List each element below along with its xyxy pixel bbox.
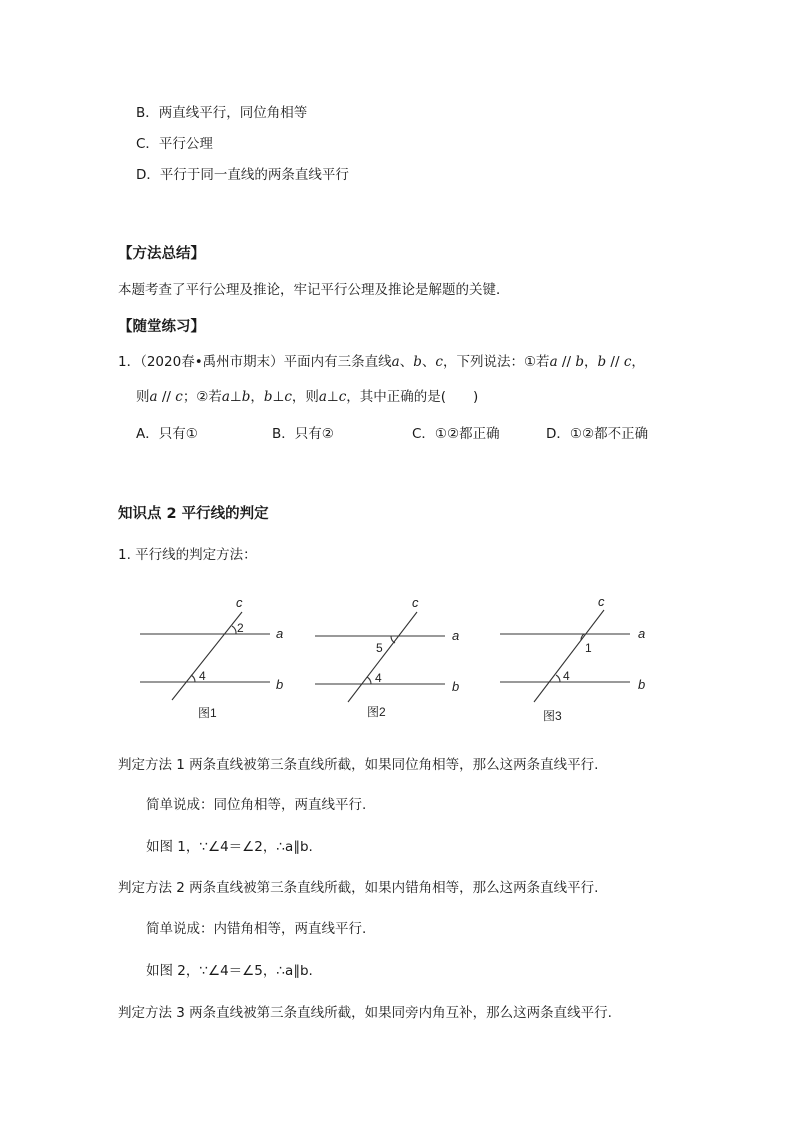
q1-par2: // [606,354,624,370]
fig1-label-a: a [276,626,284,641]
fig1-angle-bottom: 4 [199,669,206,683]
fig3-angle-top: 1 [585,641,592,655]
fig3-label-a: a [638,626,646,641]
q1-comma1: ， [583,354,598,370]
choice-a: A．只有① [136,426,198,442]
q1-p1b: b [241,389,251,405]
fig2-label-a: a [452,628,460,643]
q1-perp2: ⊥ [272,389,285,405]
practice-heading: 【随堂练习】 [118,319,205,335]
fig3-line-c [534,610,604,702]
q1-p2a: b [263,389,273,405]
fig3-caption: 图3 [543,709,562,723]
method2-example: 如图 2，∵∠4＝∠5，∴a∥b. [146,963,313,979]
fig1-label-b: b [276,677,284,692]
q1-p3a: a [318,389,327,405]
knowledge-point-item1: 1. 平行线的判定方法： [118,547,257,563]
fig2-angle-top: 5 [376,641,383,655]
fig2-label-c: c [412,595,419,610]
fig1-angle2-arc [232,626,236,634]
fig2-angle4-arc [367,677,371,684]
fig3-label-b: b [638,677,646,692]
q1-semi: ；②若 [182,389,222,405]
method2-short: 简单说成：内错角相等，两直线平行. [146,921,367,937]
option-b: B．两直线平行，同位角相等 [136,105,308,121]
fig2-label-b: b [452,679,460,694]
q1-tail: ，其中正确的是( ) [346,389,479,405]
q1-r1b: c [175,389,183,405]
method1-statement: 判定方法 1 两条直线被第三条直线所截，如果同位角相等，那么这两条直线平行. [118,757,599,773]
q1-mid: ，下列说法：①若 [442,354,550,370]
option-d: D．平行于同一直线的两条直线平行 [136,167,349,183]
choice-b: B．只有② [272,426,334,442]
choice-c: C．①②都正确 [412,426,500,442]
q1-var-c: c [435,354,443,370]
fig3-angle4-arc [556,675,560,682]
q1-p2b: c [284,389,292,405]
method2-statement: 判定方法 2 两条直线被第三条直线所截，如果内错角相等，那么这两条直线平行. [118,880,599,896]
q1-sep1: 、 [399,354,414,370]
method3-statement: 判定方法 3 两条直线被第三条直线所截，如果同旁内角互补，那么这两条直线平行. [118,1005,612,1021]
q1-r1a: a [149,389,158,405]
fig2-caption: 图2 [367,705,386,719]
q1-par1: // [557,354,576,370]
option-c: C．平行公理 [136,136,213,152]
fig1-line-c [172,612,242,700]
method-summary-text: 本题考查了平行公理及推论，牢记平行公理及推论是解题的关键． [118,282,510,298]
q1-line2-start: 则 [136,389,150,405]
q1-var-b: b [413,354,422,370]
fig3-label-c: c [598,594,605,609]
q1-var-a: a [391,354,400,370]
q1-then: ，则 [291,389,319,405]
q1-comma2: ， [631,354,645,370]
fig2-line-c [348,612,417,702]
fig2-angle-bottom: 4 [375,671,382,685]
fig1-caption: 图1 [198,706,217,720]
method1-short: 简单说成：同位角相等，两直线平行. [146,797,367,813]
choice-d: D．①②都不正确 [546,426,649,442]
method1-example: 如图 1，∵∠4＝∠2，∴a∥b. [146,839,313,855]
q1-cond1a: a [549,354,558,370]
q1-prefix: 1．（2020春•禹州市期末）平面内有三条直线 [118,354,392,370]
fig3-angle-bottom: 4 [563,669,570,683]
method-summary-heading: 【方法总结】 [118,246,205,262]
q1-p1a: a [221,389,230,405]
q1-par3: // [157,389,176,405]
q1-perp1: ⊥ [229,389,242,405]
q1-cond1d: c [623,354,632,370]
q1-cond1b: b [575,354,584,370]
knowledge-point-title: 知识点 2 平行线的判定 [118,506,269,522]
fig1-label-c: c [236,595,243,610]
q1-comma3: ， [250,389,264,405]
q1-cond1c: b [597,354,607,370]
q1-p3b: c [338,389,347,405]
fig1-angle-top: 2 [237,621,244,635]
q1-sep2: 、 [421,354,436,370]
q1-perp3: ⊥ [326,389,339,405]
